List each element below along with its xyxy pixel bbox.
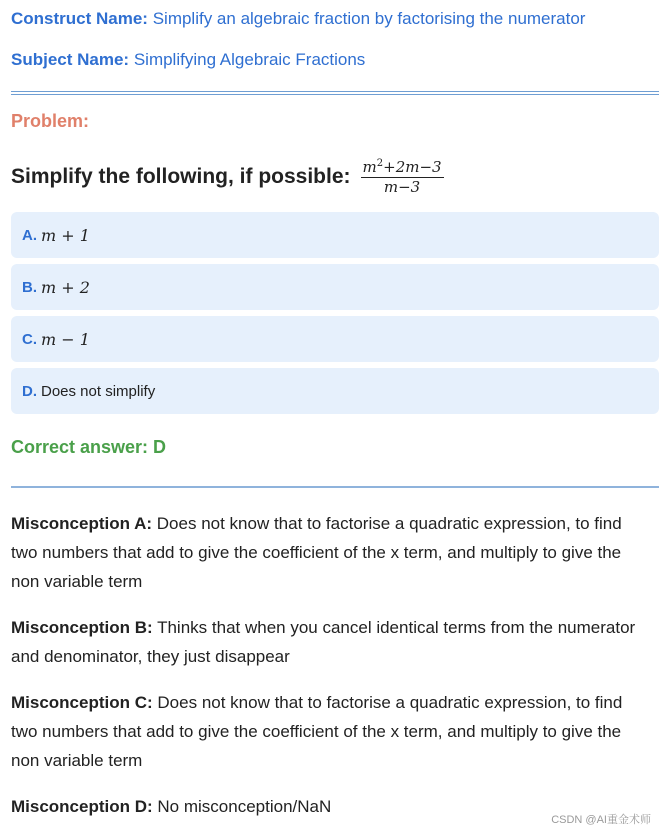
- option-d-letter: D.: [22, 382, 37, 400]
- option-d-text: Does not simplify: [41, 382, 156, 400]
- option-a-math: m + 1: [41, 225, 90, 245]
- misconception-d-text: No misconception/NaN: [157, 797, 332, 816]
- option-b[interactable]: [11, 264, 659, 310]
- answer-divider: [11, 486, 659, 488]
- subject-name-label: Subject Name:: [11, 50, 130, 69]
- misconception-d-label: Misconception D:: [11, 797, 153, 816]
- question-fraction: [361, 158, 444, 195]
- construct-name-value: Simplify an algebraic fraction by factorising the numerator: [152, 9, 586, 28]
- construct-name-line: [11, 9, 585, 29]
- fraction-numerator-exponent: 2: [376, 158, 384, 169]
- option-b-math: m + 2: [41, 277, 90, 297]
- option-a-letter: A.: [22, 226, 37, 244]
- correct-answer: Correct answer: D: [11, 437, 167, 457]
- option-c[interactable]: [11, 316, 659, 362]
- misconception-a-label: Misconception A:: [11, 514, 153, 533]
- construct-name-label: Construct Name:: [11, 9, 148, 28]
- subject-name-line: [11, 50, 365, 70]
- fraction-denominator: m−3: [383, 177, 421, 196]
- misconception-c-text: Does not know that to factorise a quadratic expression, to find two numbers that add to give the coefficient of the x term, and multiply to give the non variable term: [11, 693, 623, 770]
- option-b-letter: B.: [22, 278, 37, 296]
- misconception-c-label: Misconception C:: [11, 693, 153, 712]
- option-a[interactable]: [11, 212, 659, 258]
- fraction-numerator-base: m: [362, 158, 377, 176]
- problem-heading: Problem:: [11, 111, 90, 131]
- fraction-numerator: [361, 158, 444, 178]
- misconception-b-label: Misconception B:: [11, 618, 153, 637]
- watermark: CSDN @AI重金术师: [551, 814, 651, 826]
- misconception-c: [11, 688, 647, 775]
- question-text: Simplify the following, if possible:: [11, 164, 351, 188]
- question: [11, 158, 444, 195]
- option-d[interactable]: [11, 368, 659, 414]
- option-c-letter: C.: [22, 330, 37, 348]
- misconception-a-text: Does not know that to factorise a quadratic expression, to find two numbers that add to give the coefficient of the x term, and multiply to give the non variable term: [11, 514, 622, 591]
- fraction-numerator-rest: +2m−3: [383, 158, 442, 176]
- misconception-b: [11, 613, 647, 671]
- header-divider: [11, 91, 659, 95]
- misconception-a: [11, 509, 647, 596]
- subject-name-value: Simplifying Algebraic Fractions: [133, 50, 366, 69]
- misconception-b-text: Thinks that when you cancel identical terms from the numerator and denominator, they just disappear: [11, 618, 636, 666]
- option-c-math: m − 1: [41, 329, 90, 349]
